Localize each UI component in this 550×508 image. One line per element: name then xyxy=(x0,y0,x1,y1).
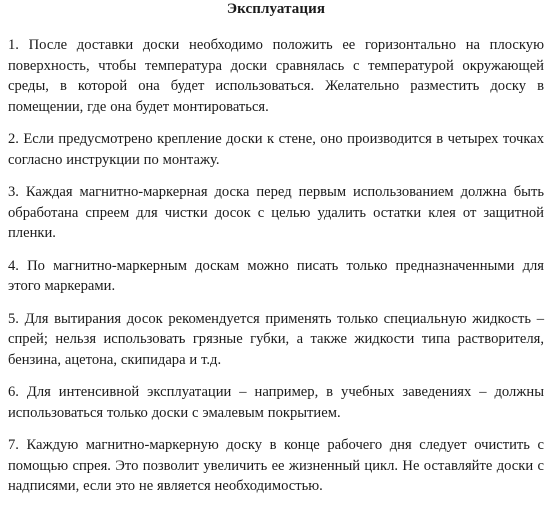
instruction-item-5: 5. Для вытирания досок рекомендуется применять только специальную жидкость – спрей; нельзя использовать грязные губки, а также жидкости типа растворителя, бензина, ацетона, скипидара и т.д. xyxy=(8,310,544,368)
instruction-item-1: 1. После доставки доски необходимо положить ее горизонтально на плоскую поверхность, чтобы температура доски сравнялась с температурой окружающей среды, в которой она будет использоваться. Желательно разместить доску в помещении, где она будет монтироваться. xyxy=(8,37,544,115)
instruction-item-4: 4. По магнитно-маркерным доскам можно писать только предназначенными для этого маркерами. xyxy=(8,257,544,294)
instruction-item-6: 6. Для интенсивной эксплуатации – например, в учебных заведениях – должны использоваться только доски с эмалевым покрытием. xyxy=(8,384,544,421)
document-title: Эксплуатация xyxy=(226,1,326,17)
instruction-item-2: 2. Если предусмотрено крепление доски к стене, оно производится в четырех точках согласно инструкции по монтажу. xyxy=(8,131,544,168)
instruction-item-7: 7. Каждую магнитно-маркерную доску в конце рабочего дня следует очистить с помощью спрея. Это позволит увеличить ее жизненный цикл. Не оставляйте доски с надписями, если это не является необходимостью. xyxy=(8,437,544,494)
instruction-item-3: 3. Каждая магнитно-маркерная доска перед первым использованием должна быть обработана спреем для чистки досок с целью удалить остатки клея от защитной пленки. xyxy=(8,184,544,241)
